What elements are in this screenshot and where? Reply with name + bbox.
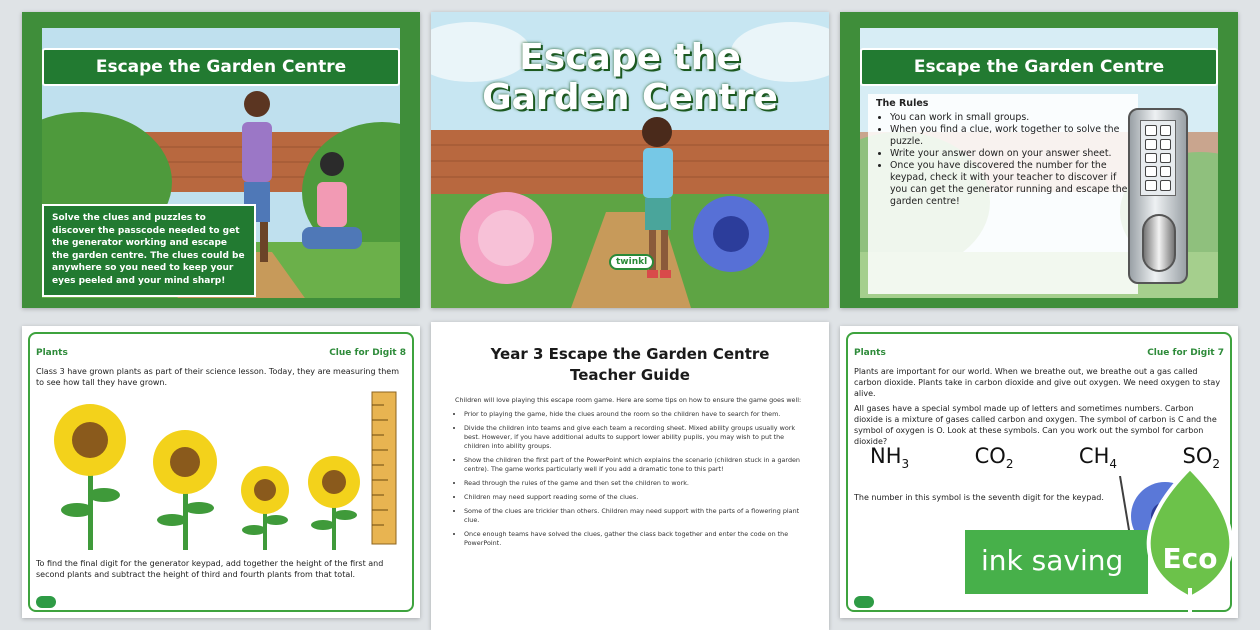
- slide-3-thumbnail[interactable]: [840, 12, 1238, 308]
- rules-heading: The Rules: [876, 98, 929, 109]
- rule-item: • Once you have discovered the number for the keypad, check it with your teacher to discover if you can get the generator running and escape the garden centre!: [890, 160, 1130, 208]
- worksheet-para-2: All gases have a special symbol made up of letters and sometimes numbers. Carbon dioxide is a mixture of gases called carbon and oxygen. The symbol of carbon is C and the symbol of oxygen is O. Look at these symbols. Can you work out the symbol for carbon dioxide?: [854, 404, 1217, 446]
- formula-nh3: $NH_3$: [870, 444, 910, 472]
- guide-tips-list: [455, 410, 805, 548]
- guide-tip: • Children may need support reading some of the clues.: [464, 493, 805, 502]
- teacher-guide-thumbnail[interactable]: [431, 322, 829, 630]
- twinkl-logo: [36, 596, 56, 608]
- slide-1-thumbnail[interactable]: [22, 12, 420, 308]
- slide-2-thumbnail[interactable]: [431, 12, 829, 308]
- title-line-2: Garden Centre: [482, 77, 778, 118]
- intro-text: Solve the clues and puzzles to discover the passcode needed to get the generator working and escape the garden centre. The clues could be anywhere so you need to keep your eyes peeled and your mind sharp!: [42, 204, 256, 297]
- formula-so2: $SO_2$: [1182, 444, 1220, 472]
- topic-label: Plants: [854, 348, 886, 358]
- clue-label: Clue for Digit 8: [329, 348, 406, 358]
- formula-co2: $CO_2$: [974, 444, 1014, 472]
- rules-list: [876, 112, 1130, 208]
- ruler: [372, 392, 396, 544]
- guide-title-line-1: Year 3 Escape the Garden Centre: [490, 345, 770, 363]
- guide-title-line-2: Teacher Guide: [570, 366, 690, 384]
- sunflower-3: [241, 466, 289, 550]
- slide-title: Escape the Garden Centre: [860, 48, 1218, 86]
- worksheet-task: To find the final digit for the generator keypad, add together the height of the first and second plants and subtract the height of third and fourth plants from that total.: [36, 559, 384, 579]
- guide-tip: • Some of the clues are trickier than others. Children may need support with the parts of a flowering plant clue.: [464, 507, 805, 525]
- door-handle: [1142, 214, 1176, 272]
- rule-item: • Write your answer down on your answer sheet.: [890, 148, 1130, 160]
- slide-title: Escape the Garden Centre: [42, 48, 400, 86]
- formula-ch4: $CH_4$: [1078, 444, 1118, 472]
- topic-label: Plants: [36, 348, 68, 358]
- sunflower-2: [153, 430, 217, 550]
- twinkl-sign: twinkl: [609, 254, 654, 270]
- guide-tip: • Show the children the first part of the PowerPoint which explains the scenario (children stuck in a garden centre). The game works particularly well if you add a dramatic tone to this part!: [464, 456, 805, 474]
- worksheet-clue-8-thumbnail[interactable]: [22, 326, 420, 618]
- guide-tip: • Prior to playing the game, hide the clues around the room so the children have to search for them.: [464, 410, 805, 419]
- ink-saving-badge: ink saving: [965, 530, 1148, 594]
- title-line-1: Escape the: [519, 37, 741, 78]
- rule-item: • You can work in small groups.: [890, 112, 1130, 124]
- keypad-buttons: [1140, 120, 1176, 196]
- worksheet-header: [36, 348, 406, 358]
- worksheet-footer-text: The number in this symbol is the seventh digit for the keypad.: [854, 493, 1104, 502]
- guide-tip: • Divide the children into teams and give each team a recording sheet. Mixed ability groups usually work best. However, if you have additional adults to support lower ability pupils, you may wish to put the children into ability groups.: [464, 424, 805, 451]
- guide-body: [455, 396, 805, 553]
- sunflower-1: [54, 404, 126, 550]
- eco-leaf-icon: [1130, 468, 1250, 616]
- twinkl-logo: [854, 596, 874, 608]
- guide-tip: • Once enough teams have solved the clues, gather the class back together and enter the code on the PowerPoint.: [464, 530, 805, 548]
- worksheet-intro: Class 3 have grown plants as part of their science lesson. Today, they are measuring them to see how tall they have grown.: [36, 367, 400, 387]
- worksheet-para-1: Plants are important for our world. When we breathe out, we breathe out a gas called carbon dioxide. Plants take in carbon dioxide and give out oxygen. We need oxygen to stay alive.: [854, 367, 1221, 398]
- guide-intro: Children will love playing this escape room game. Here are some tips on how to ensure the game goes well:: [455, 396, 802, 404]
- sunflower-4: [308, 456, 360, 550]
- rules-panel: [868, 94, 1138, 294]
- eco-label: Eco: [1162, 542, 1218, 575]
- keypad-lock-illustration: [1128, 108, 1188, 284]
- sunflowers-illustration: [42, 390, 402, 560]
- guide-title: [431, 344, 829, 386]
- slide-big-title: [431, 38, 829, 118]
- clue-label: Clue for Digit 7: [1147, 348, 1224, 358]
- guide-tip: • Read through the rules of the game and then set the children to work.: [464, 479, 805, 488]
- rule-item: • When you find a clue, work together to solve the puzzle.: [890, 124, 1130, 148]
- worksheet-header: [854, 348, 1224, 358]
